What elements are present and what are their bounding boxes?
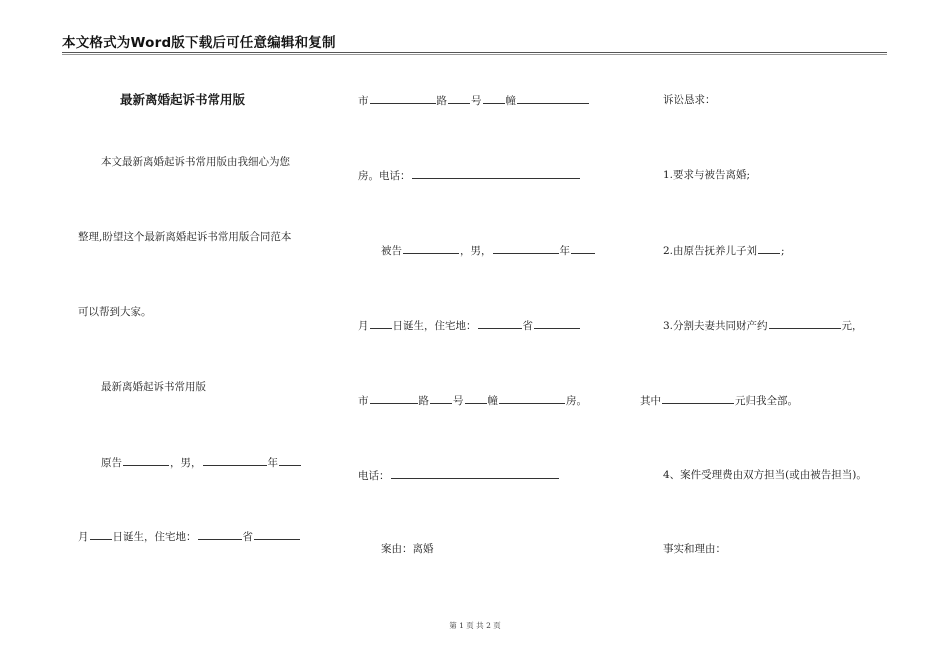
subtitle: 最新离婚起诉书常用版 <box>101 381 206 393</box>
facts-heading: 事实和理由： <box>663 543 726 555</box>
road-label: 路 <box>436 95 447 107</box>
document-header: 本文格式为Word版下载后可任意编辑和复制 <box>62 35 336 51</box>
claim-1: 1.要求与被告离婚; <box>663 169 751 181</box>
gender-text: ，男， <box>170 457 202 469</box>
plaintiff-line <box>101 455 302 470</box>
number-label: 号 <box>453 395 464 407</box>
claim-3-unit: 元， <box>841 320 863 332</box>
claim-3-continued <box>640 393 798 408</box>
claim-3-among: 其中 <box>640 395 661 407</box>
intro-line-1: 本文最新离婚起诉书常用版由我细心为您 <box>101 156 290 168</box>
claim-2-end: ; <box>781 245 785 257</box>
plaintiff-address-line <box>358 93 590 108</box>
defendant-number-blank[interactable] <box>430 393 452 404</box>
plaintiff-name-blank[interactable] <box>123 455 169 466</box>
room-blank[interactable] <box>517 93 589 104</box>
defendant-address-line <box>358 393 587 408</box>
birth-day-blank[interactable] <box>90 529 112 540</box>
son-name-blank[interactable] <box>758 243 780 254</box>
claim-3-text: 3.分割夫妻共同财产约 <box>663 320 768 332</box>
birth-year-blank[interactable] <box>203 455 267 466</box>
road-blank[interactable] <box>370 93 436 104</box>
province-blank[interactable] <box>198 529 242 540</box>
born-residence-label: 日诞生，住宅地： <box>112 531 197 543</box>
plaintiff-label: 原告 <box>101 457 122 469</box>
defendant-line <box>381 243 596 258</box>
plaintiff-phone-line <box>358 168 581 183</box>
defendant-phone-blank[interactable] <box>391 468 559 479</box>
city-label: 市 <box>358 95 369 107</box>
intro-line-3: 可以帮到大家。 <box>78 306 152 318</box>
cause-of-action: 案由：离婚 <box>381 543 434 555</box>
defendant-name-blank[interactable] <box>403 243 459 254</box>
number-blank[interactable] <box>448 93 470 104</box>
year-label: 年 <box>267 457 278 469</box>
plaintiff-birth-line <box>78 529 301 544</box>
page-current: 1 <box>459 621 464 630</box>
defendant-phone-line <box>358 468 560 483</box>
born-residence-label: 日诞生，住宅地： <box>392 320 477 332</box>
plaintiff-phone-blank[interactable] <box>412 168 580 179</box>
defendant-road-blank[interactable] <box>370 393 418 404</box>
room-end-label: 房。 <box>566 395 587 407</box>
claim-3 <box>663 318 863 333</box>
property-amount-blank[interactable] <box>769 318 841 329</box>
defendant-birth-day-blank[interactable] <box>370 318 392 329</box>
defendant-room-blank[interactable] <box>499 393 565 404</box>
year-label: 年 <box>559 245 570 257</box>
month-label: 月 <box>358 320 369 332</box>
phone-label: 电话： <box>358 470 390 482</box>
page-suffix: 页 <box>493 621 501 630</box>
building-label: 幢 <box>505 95 516 107</box>
intro-line-2: 整理,盼望这个最新离婚起诉书常用版合同范本 <box>78 231 292 243</box>
province-label: 省 <box>522 320 533 332</box>
page-total: 2 <box>486 621 491 630</box>
defendant-birth-line <box>358 318 581 333</box>
header-rule-thin <box>62 54 887 55</box>
page-number <box>0 621 950 631</box>
defendant-birth-year-blank[interactable] <box>493 243 559 254</box>
page-mid: 页 共 <box>466 621 484 630</box>
building-label: 幢 <box>487 395 498 407</box>
claim-3-end: 元归我全部。 <box>735 395 798 407</box>
own-share-blank[interactable] <box>662 393 734 404</box>
city-label: 市 <box>358 395 369 407</box>
claim-4: 4、案件受理费由双方担当(或由被告担当)。 <box>663 469 867 481</box>
month-label: 月 <box>78 531 89 543</box>
gender-text: ，男， <box>460 245 492 257</box>
header-rule <box>62 52 887 53</box>
building-blank[interactable] <box>483 93 505 104</box>
province-label: 省 <box>242 531 253 543</box>
defendant-building-blank[interactable] <box>465 393 487 404</box>
room-phone-label: 房。电话： <box>358 170 411 182</box>
claim-2 <box>663 243 785 258</box>
page-prefix: 第 <box>449 621 457 630</box>
road-label: 路 <box>418 395 429 407</box>
document-title: 最新离婚起诉书常用版 <box>120 92 246 107</box>
defendant-province-blank[interactable] <box>478 318 522 329</box>
defendant-birth-month-blank[interactable] <box>571 243 595 254</box>
defendant-city-blank[interactable] <box>534 318 580 329</box>
number-label: 号 <box>471 95 482 107</box>
claims-heading: 诉讼恳求： <box>663 94 716 106</box>
birth-month-blank[interactable] <box>279 455 301 466</box>
defendant-label: 被告 <box>381 245 402 257</box>
claim-2-text: 2.由原告抚养儿子刘 <box>663 245 758 257</box>
city-blank[interactable] <box>254 529 300 540</box>
